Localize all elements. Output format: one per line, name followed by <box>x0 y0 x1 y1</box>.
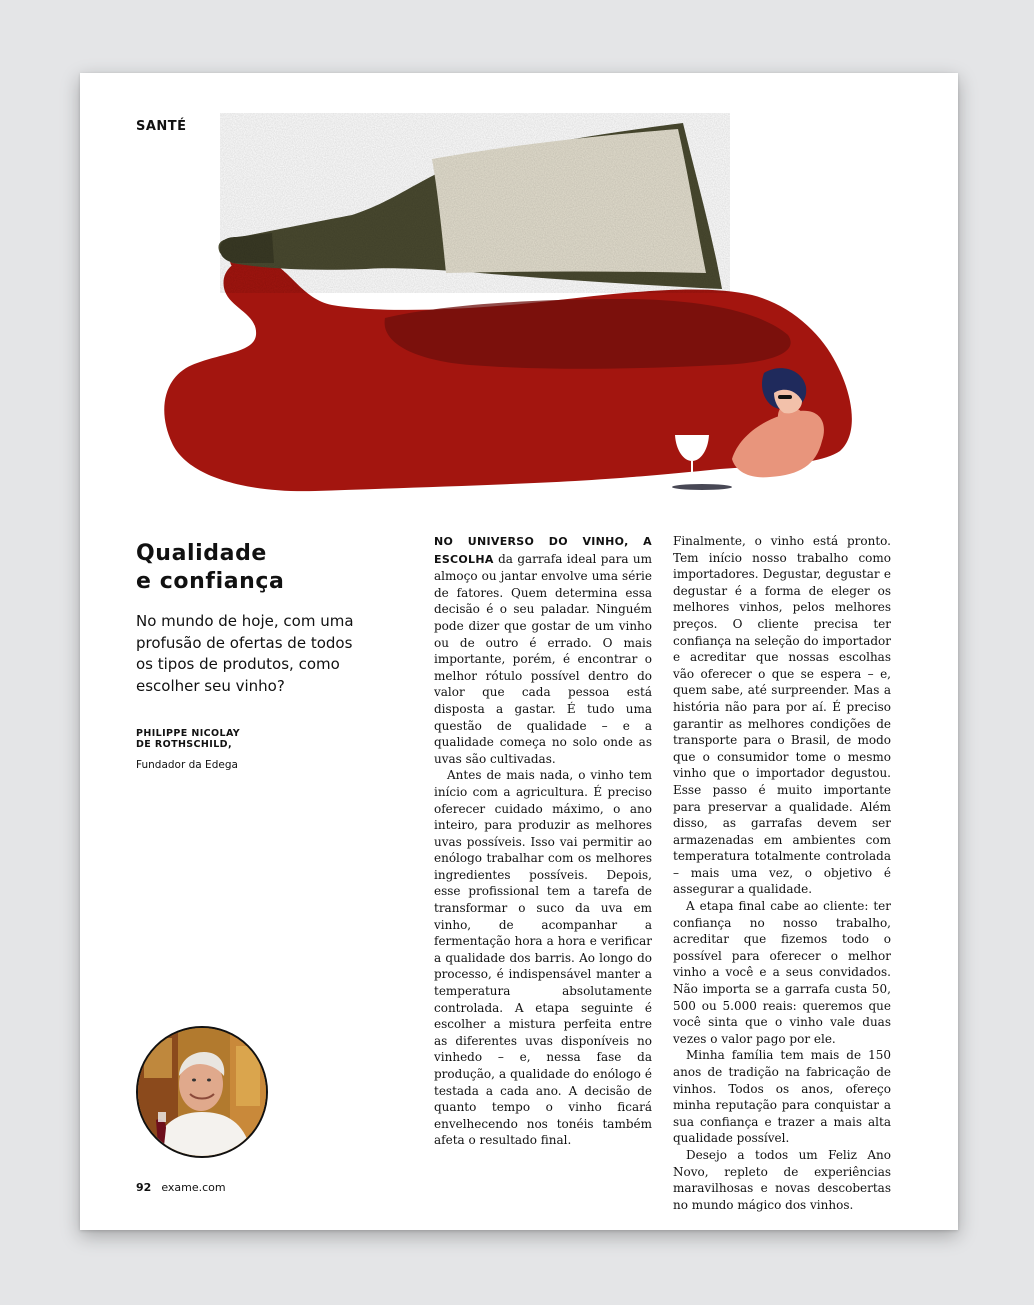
wine-bottle-illustration <box>80 73 958 513</box>
article-column-1 <box>434 533 652 1149</box>
article-title <box>136 540 376 596</box>
author-role: Fundador da Edega <box>136 759 238 771</box>
article-lead-in: NO UNIVERSO DO VINHO, A ESCOLHA <box>434 535 652 566</box>
author-name <box>136 728 336 750</box>
author-portrait <box>136 1026 268 1158</box>
author-name-line: DE ROTHSCHILD, <box>136 739 232 750</box>
wine-puddle-shade <box>385 299 791 369</box>
page-number: 92 <box>136 1181 152 1194</box>
article-paragraph-3-continued: Finalmente, o vinho está pronto. Tem início nosso trabalho como importadores. Degustar, degustar e degustar é a forma de eleger os melhores vinhos, pelos melhores preços. O cliente precisa ter confiança na seleção do importador e acreditar que nossas escolhas vão oferecer o que se espera – e, quem sabe, até surpreender. Mas a história não para por aí. É preciso garantir as melhores condições de transporte para o Brasil, de modo que o consumidor tome o mesmo vinho que o importador degustou. Esse passo é muito importante para preservar a qualidade. Além disso, as garrafas devem ser armazenadas em ambientes com temperatura totalmente controlada – mais uma vez, o objetivo é assegurar a qualidade. <box>673 534 891 897</box>
bottle-texture <box>220 113 730 293</box>
author-name-line: PHILIPPE NICOLAY <box>136 728 241 739</box>
article-paragraph-1 <box>434 533 652 767</box>
article-column-2 <box>673 533 891 1213</box>
section-label: SANTÉ <box>136 119 187 134</box>
article-paragraph-4: A etapa final cabe ao cliente: ter confiança no nosso trabalho, acreditar que fizemos todo o possível para oferecer o melhor vinho a você e a seus convidados. Não importa se a garrafa custa 50, 500 ou 5.000 reais: queremos que você sinta que o vinho vale duas vezes o valor pago por ele. <box>673 899 891 1046</box>
footer-site: exame.com <box>161 1181 226 1194</box>
article-paragraph-2: Antes de mais nada, o vinho tem início com a agricultura. É preciso oferecer cuidado máximo, o ano inteiro, para produzir as melhores uvas possíveis. Isso vai permitir ao enólogo trabalhar com os melhores ingredientes possíveis. Depois, esse profissional tem a tarefa de transformar o suco da uva em vinho, de acompanhar a fermentação hora a hora e verificar a qualidade dos barris. Ao longo do processo, é indispensável manter a temperatura absolutamente controlada. A etapa seguinte é escolher a mistura perfeita entre as diferentes uvas disponíveis no vinhedo – e, nessa fase da produção, a qualidade do enólogo é testada a cada ano. A decisão de quanto tempo o vinho ficará envelhecendo nos tonéis também afeta o resultado final. <box>434 768 652 1148</box>
page-footer <box>136 1181 226 1194</box>
article-paragraph-6: Desejo a todos um Feliz Ano Novo, repleto de experiências maravilhosas e novas descobertas no mundo mágico dos vinhos. <box>673 1147 891 1212</box>
article-paragraph-1-text: da garrafa ideal para um almoço ou jantar envolve uma série de fatores. Quem determina essa decisão é o seu paladar. Ninguém pode dizer que gostar de um vinho ou de outro é errado. O mais importante, porém, é encontrar o melhor rótulo possível dentro do valor que cada pessoa está disposta a gastar. É tudo uma questão de qualidade – e a qualidade começa no solo onde as uvas são cultivadas. <box>434 551 652 766</box>
portrait-image <box>138 1028 266 1156</box>
article-paragraph-5: Minha família tem mais de 150 anos de tradição na fabricação de vinhos. Todos os anos, ofereço minha reputação para conquistar a sua confiança e trazer a mais alta qualidade possível. <box>673 1048 891 1146</box>
magazine-page <box>80 73 958 1230</box>
title-line: Qualidade <box>136 541 267 566</box>
title-line: e confiança <box>136 569 285 594</box>
article-deck: No mundo de hoje, com uma profusão de ofertas de todos os tipos de produtos, como escolher seu vinho? <box>136 612 354 695</box>
